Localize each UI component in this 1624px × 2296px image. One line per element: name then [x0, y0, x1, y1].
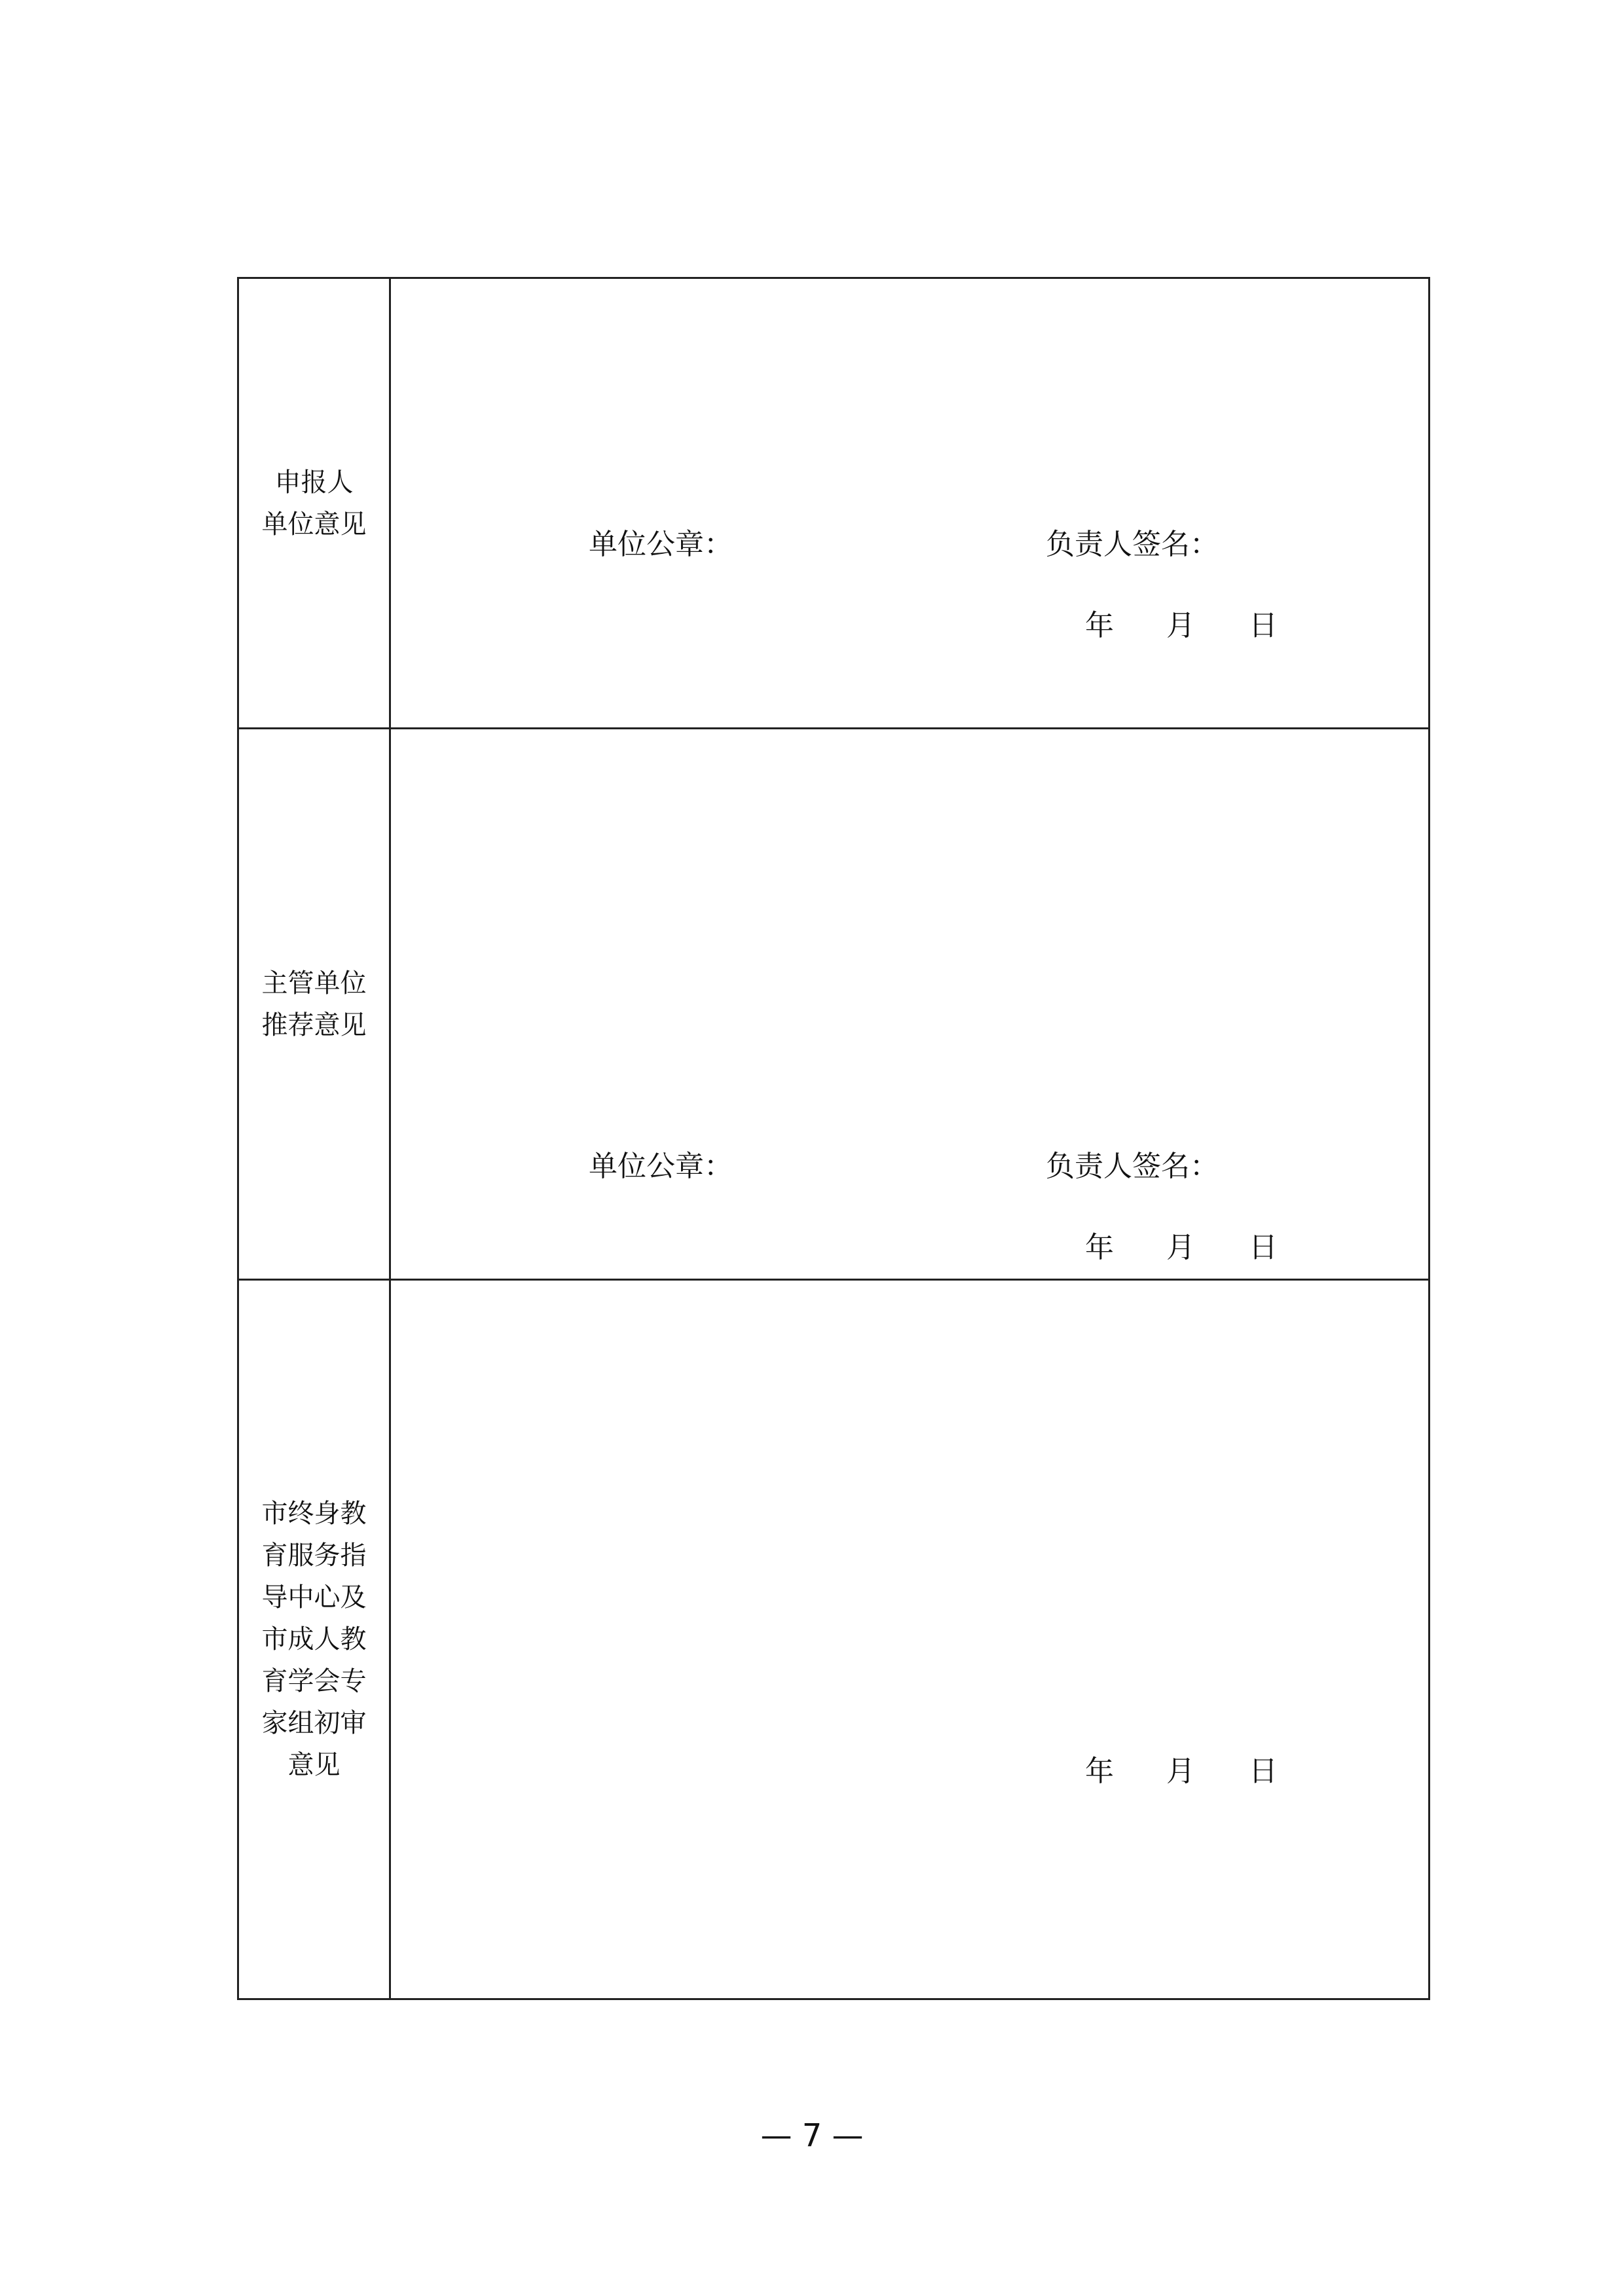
month-label: 月	[1166, 1755, 1195, 1788]
applicant-unit-opinion-row	[239, 279, 1428, 729]
label-line: 育学会专	[261, 1666, 367, 1696]
day-label: 日	[1249, 1755, 1278, 1788]
page-number: — 7 —	[760, 2117, 864, 2154]
label-line: 单位意见	[261, 509, 367, 539]
label-line: 导中心及	[261, 1582, 367, 1613]
label-line: 育服务指	[261, 1540, 367, 1571]
day-label: 日	[1249, 1231, 1278, 1264]
label-line: 申报人	[274, 467, 354, 498]
label-line: 家组初审	[261, 1708, 367, 1738]
expert-review-field[interactable]	[391, 1281, 1428, 1998]
year-label: 年	[1085, 1231, 1114, 1264]
year-label: 年	[1085, 609, 1114, 642]
month-label: 月	[1166, 1231, 1195, 1264]
expert-review-label	[239, 1281, 391, 1998]
unit-seal-label: 单位公章：	[589, 1150, 733, 1183]
signature-label: 负责人签名：	[1046, 1150, 1219, 1183]
label-line: 市成人教	[261, 1624, 367, 1654]
year-label: 年	[1085, 1755, 1114, 1788]
applicant-unit-opinion-field[interactable]	[391, 279, 1428, 727]
applicant-unit-opinion-label	[239, 279, 391, 727]
label-line: 推荐意见	[261, 1010, 367, 1040]
supervisor-recommendation-label	[239, 729, 391, 1279]
month-label: 月	[1166, 609, 1195, 642]
day-label: 日	[1249, 609, 1278, 642]
label-line: 市终身教	[261, 1499, 367, 1529]
label-line: 意见	[287, 1750, 341, 1780]
expert-review-row	[239, 1281, 1428, 1998]
supervisor-recommendation-row	[239, 729, 1428, 1281]
application-opinion-table	[237, 277, 1430, 2000]
supervisor-recommendation-field[interactable]	[391, 729, 1428, 1279]
signature-label: 负责人签名：	[1046, 528, 1219, 561]
label-line: 主管单位	[261, 968, 367, 998]
unit-seal-label: 单位公章：	[589, 528, 733, 561]
